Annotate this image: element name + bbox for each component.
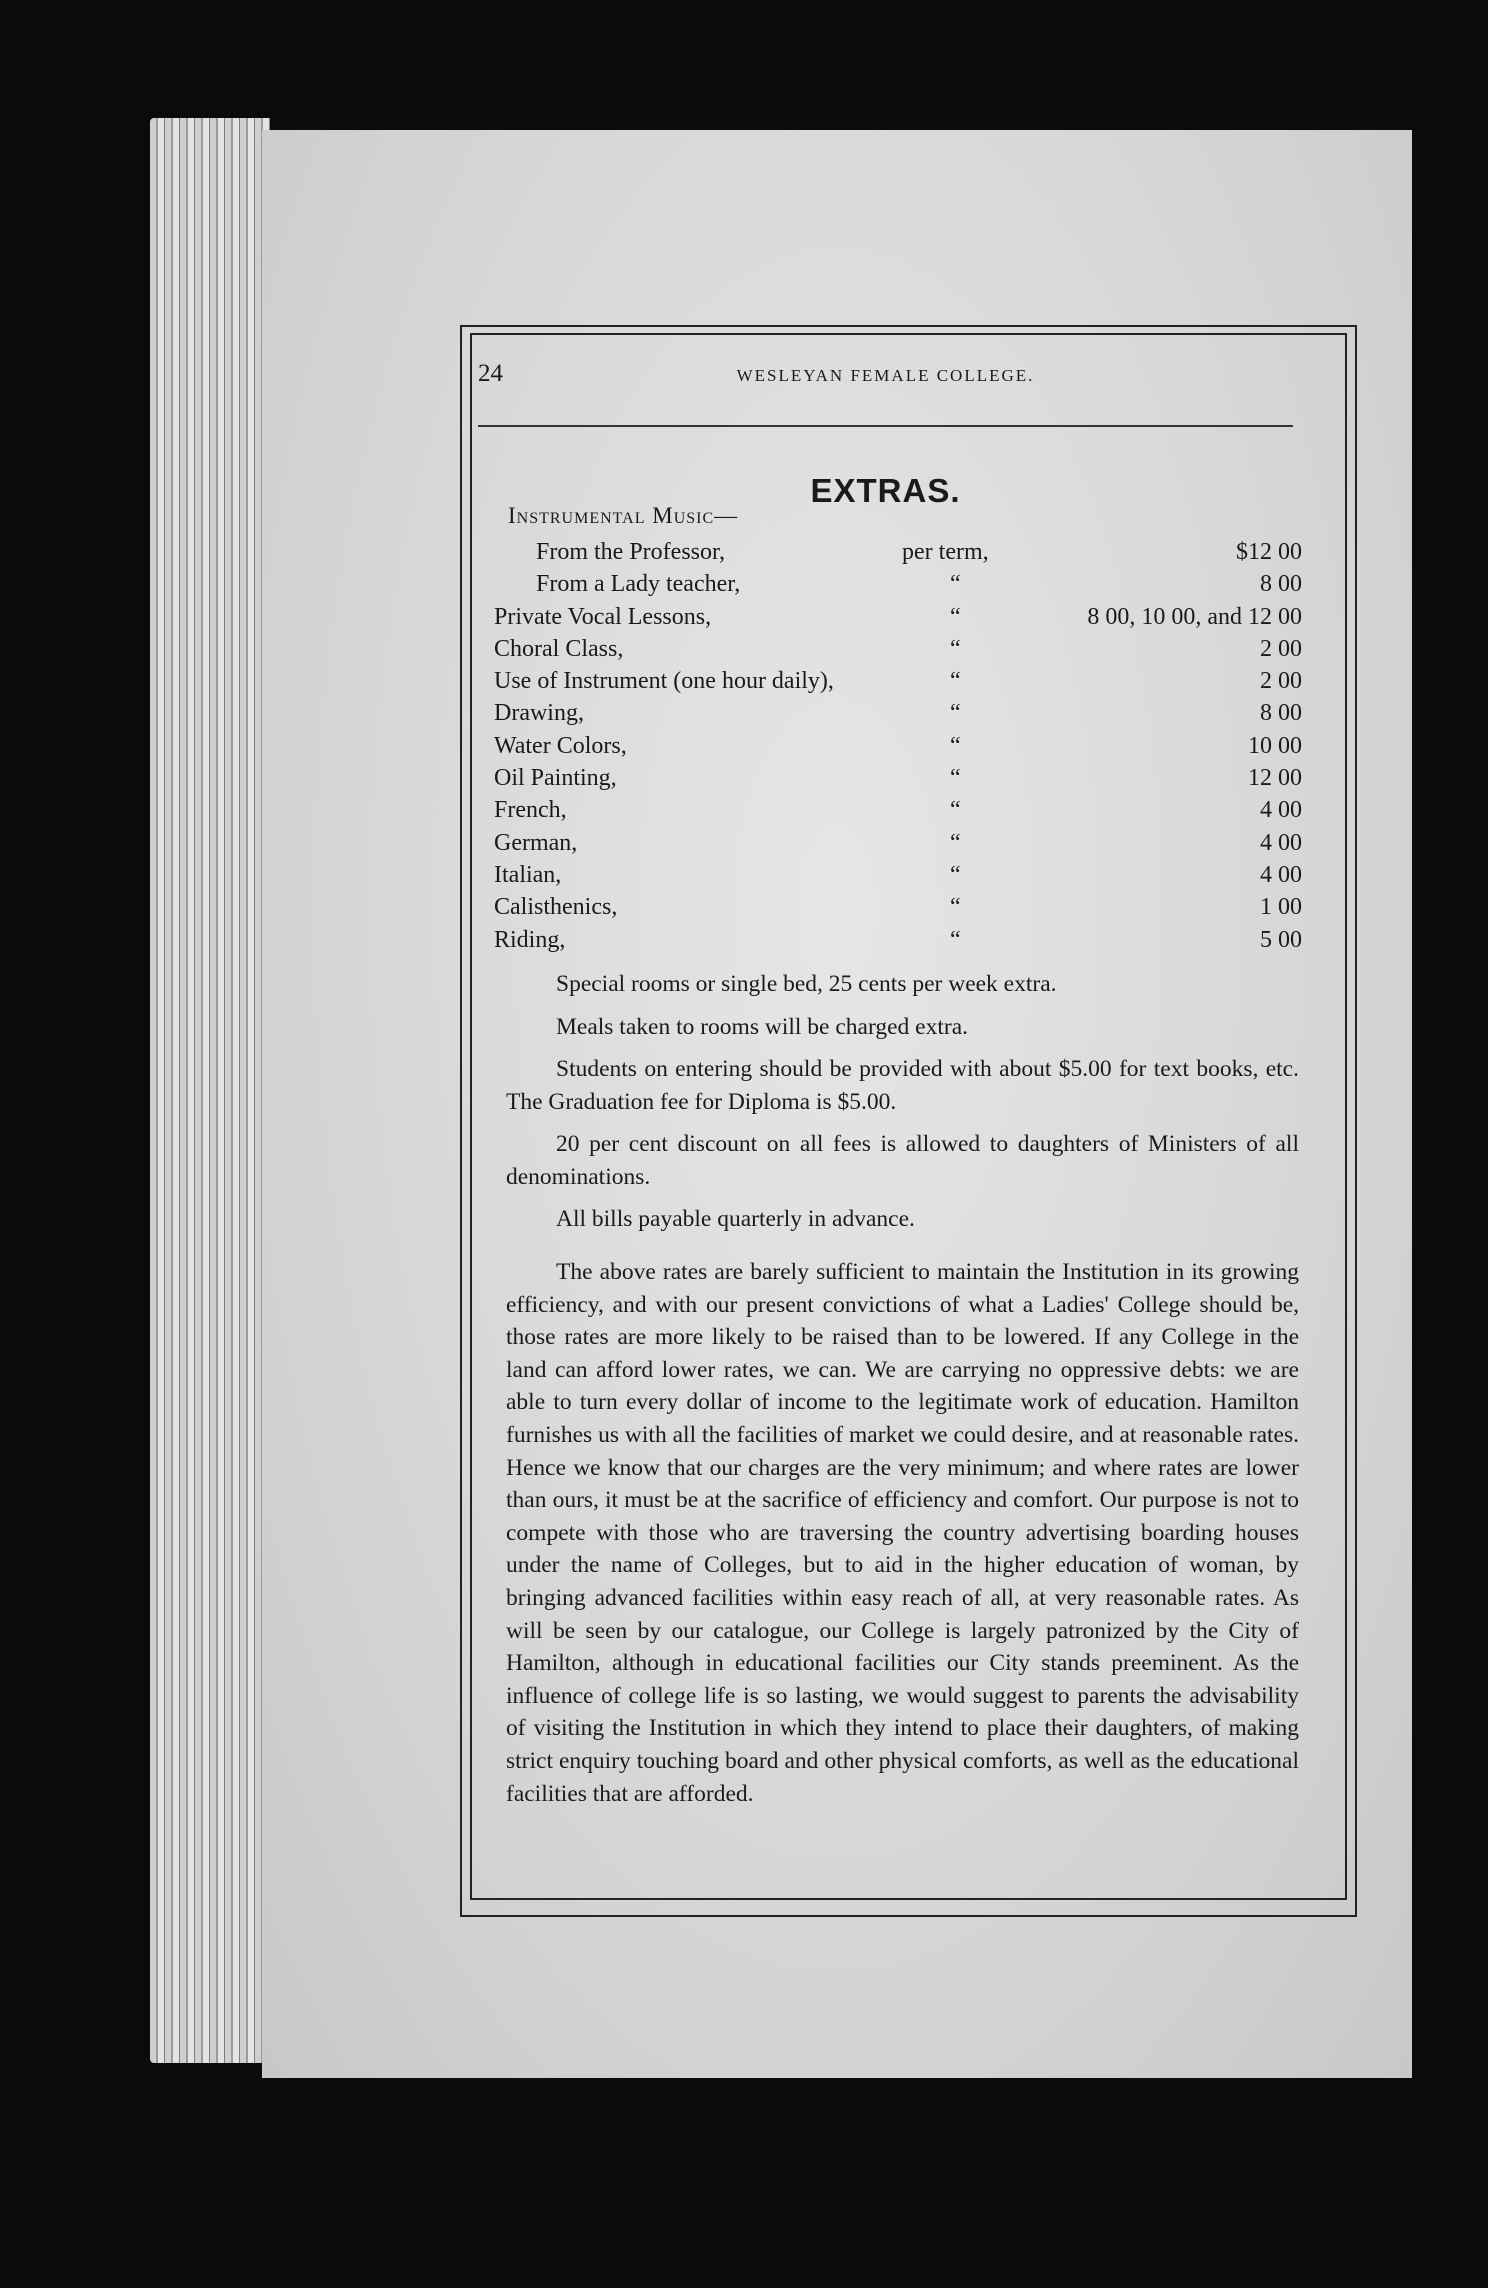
fee-amount: 8 00, 10 00, and 12 00	[1087, 603, 1302, 630]
fee-row	[494, 601, 1302, 633]
fee-amount: 5 00	[1260, 926, 1302, 953]
fee-label: From a Lady teacher,	[536, 571, 741, 598]
page-header	[478, 360, 1293, 390]
page-number: 24	[478, 360, 503, 387]
fee-amount: $12 00	[1236, 539, 1302, 565]
fee-label: Oil Painting,	[494, 765, 617, 792]
fee-amount: 8 00	[1260, 700, 1302, 727]
fee-row	[494, 697, 1302, 729]
fee-row	[494, 794, 1302, 826]
fee-label: French,	[494, 797, 567, 824]
fee-row	[494, 827, 1302, 859]
fee-row	[494, 859, 1302, 891]
fee-row	[494, 730, 1302, 762]
fee-ditto-mark: “	[950, 732, 961, 759]
fee-label: Private Vocal Lessons,	[494, 603, 712, 630]
fee-row	[494, 891, 1302, 923]
fee-amount: 2 00	[1260, 668, 1302, 695]
running-head: WESLEYAN FEMALE COLLEGE.	[736, 366, 1035, 385]
section-heading: Instrumental Music—	[508, 503, 739, 528]
fee-label: Water Colors,	[494, 732, 627, 759]
fee-amount: 4 00	[1260, 861, 1302, 888]
closing-paragraph: The above rates are barely sufficient to maintain the Institution in its growing efficiency, and with our present convictions of what a Ladies' College should be, those rates are more likely to be raised than to be lowered. If any College in the land can afford lower rates, we can. We are carrying no oppressive debts: we are able to turn every dollar of income to the legitimate work of education. Hamilton furnishes us with all the facilities of market we could desire, and at reasonable rates. Hence we know that our charges are the very minimum; and where rates are lower than ours, it must be at the sacrifice of efficiency and comfort. Our purpose is not to compete with those who are traversing the country advertising boarding houses under the name of Colleges, but to aid in the higher education of woman, by bringing advanced facilities within easy reach of all, at very reasonable rates. As will be seen by our catalogue, our College is largely patronized by the City of Hamilton, although in educational facilities our City stands preeminent. As the influence of college life is so lasting, we would suggest to parents the advisability of visiting the Institution in which they intend to place their daughters, of making strict enquiry touching board and other physical comforts, as well as the educational facilities that are afforded.	[506, 1259, 1299, 1807]
fee-per-term: per term,	[902, 539, 989, 565]
fee-amount: 8 00	[1260, 571, 1302, 598]
fee-ditto-mark: “	[950, 829, 961, 856]
fee-row	[494, 568, 1302, 600]
page-title: EXTRAS.	[810, 472, 961, 509]
note-paragraph: Special rooms or single bed, 25 cents per week extra.	[556, 971, 1057, 997]
fee-label: Choral Class,	[494, 635, 624, 662]
fee-table	[494, 536, 1302, 956]
fee-row	[494, 762, 1302, 794]
fee-label: From the Professor,	[536, 539, 726, 565]
fee-amount: 1 00	[1260, 894, 1302, 921]
fee-label: Italian,	[494, 861, 562, 888]
fee-amount: 4 00	[1260, 797, 1302, 824]
fee-amount: 2 00	[1260, 635, 1302, 662]
fee-ditto-mark: “	[950, 571, 961, 598]
fee-ditto-mark: “	[950, 700, 961, 727]
fee-ditto-mark: “	[950, 603, 961, 630]
book-page-edges	[150, 118, 270, 2063]
fee-label: Riding,	[494, 926, 566, 953]
header-rule	[478, 425, 1293, 427]
note-paragraph: Students on entering should be provided with about $5.00 for text books, etc. The Graduation fee for Diploma is $5.00.	[506, 1056, 1299, 1115]
fee-row	[494, 924, 1302, 956]
fee-ditto-mark: “	[950, 926, 961, 953]
fee-ditto-mark: “	[950, 635, 961, 662]
note-paragraph: Meals taken to rooms will be charged extra.	[556, 1013, 968, 1040]
fee-label: German,	[494, 829, 578, 856]
fee-label: Drawing,	[494, 700, 584, 727]
fee-ditto-mark: “	[950, 765, 961, 792]
fee-row	[494, 665, 1302, 697]
fee-label: Calisthenics,	[494, 894, 618, 921]
fee-ditto-mark: “	[950, 668, 961, 695]
notes-list	[506, 968, 1299, 1246]
fee-label: Use of Instrument (one hour daily),	[494, 668, 834, 695]
fee-amount: 4 00	[1260, 829, 1302, 856]
fee-amount: 10 00	[1248, 732, 1302, 759]
note-paragraph: All bills payable quarterly in advance.	[556, 1206, 915, 1232]
fee-row	[494, 536, 1302, 568]
fee-amount: 12 00	[1248, 765, 1302, 792]
note-paragraph: 20 per cent discount on all fees is allowed to daughters of Ministers of all denominations.	[506, 1131, 1299, 1190]
fee-ditto-mark: “	[950, 797, 961, 824]
fee-ditto-mark: “	[950, 861, 961, 888]
fee-row	[494, 633, 1302, 665]
fee-ditto-mark: “	[950, 894, 961, 921]
